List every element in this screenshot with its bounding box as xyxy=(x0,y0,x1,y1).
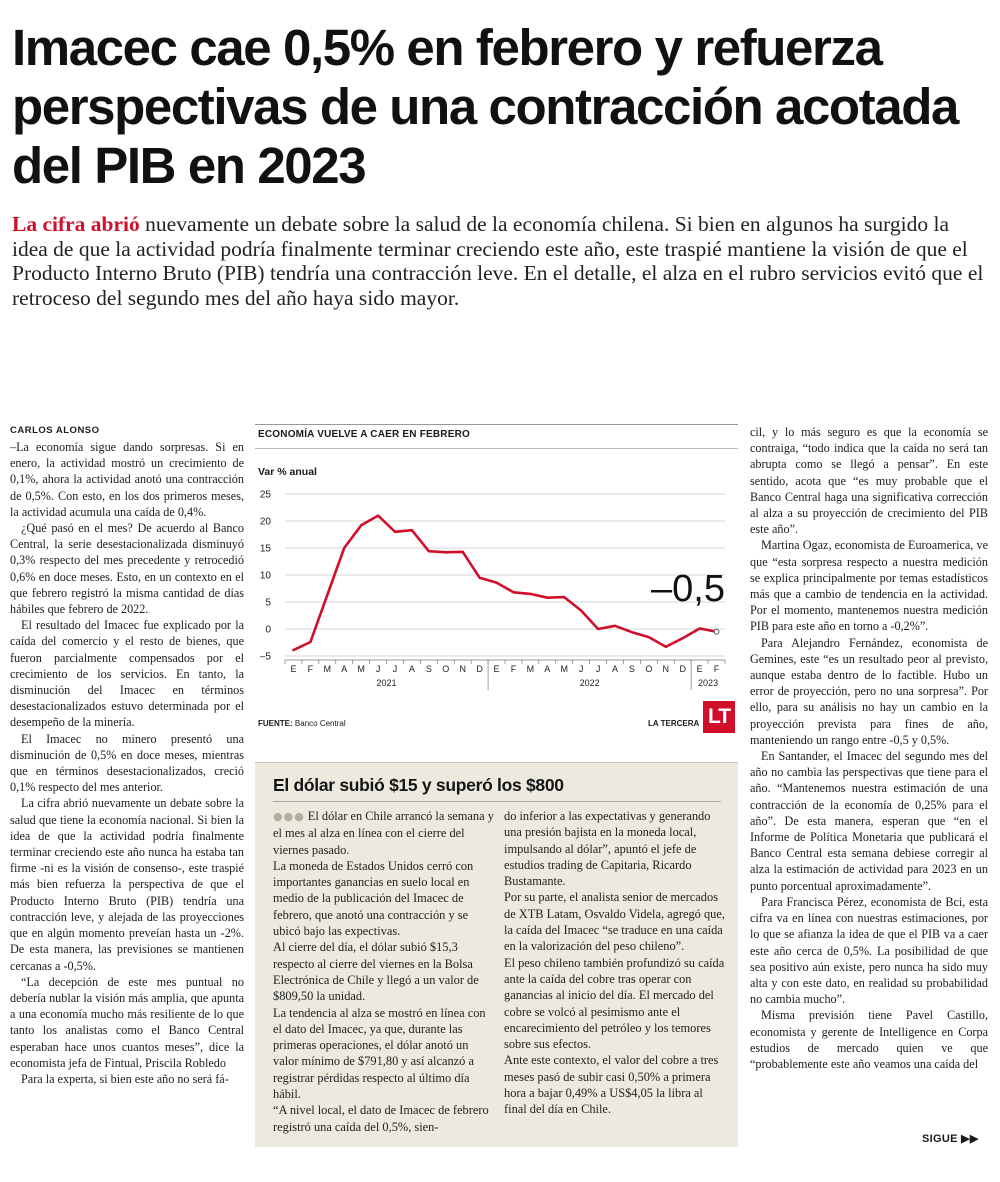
x-tick-label: M xyxy=(560,664,568,674)
x-tick-label: J xyxy=(375,664,381,674)
paragraph: “A nivel local, el dato de Imacec de febrero registró una caída del 0,5%, sien- xyxy=(273,1103,489,1134)
paragraph: El dólar en Chile arrancó la semana y el mes al alza en línea con el cierre del viernes pasado. xyxy=(273,809,494,857)
x-tick-label: N xyxy=(662,664,670,674)
paragraph: El peso chileno también profundizó su caída ante la caída del cobre tras operar con ganancias al inicio del día. El mercado del cobre se volcó al pesimismo ante el encarecimiento del petróleo y los temores sobre sus efectos. xyxy=(504,955,725,1052)
paragraph: El Imacec no minero presentó una disminución de 0,5% en doce meses, mientras que en términos desestacionalizados, creció 0,1% respecto del mes anterior. xyxy=(10,731,244,795)
data-point xyxy=(343,547,345,549)
data-point xyxy=(614,625,616,627)
lead-text: nuevamente un debate sobre la salud de la economía chilena. Si bien en algunos ha surgido la idea de que la actividad podría finalmente terminar creciendo este año, este traspié mantiene la visión de que el Producto Interno Bruto (PIB) tendría una contracción leve. En el detalle, el alza en el rubro servicios evitó que el retroceso del segundo mes del año haya sido mayor. xyxy=(12,212,984,310)
x-tick-label: E xyxy=(696,664,703,674)
x-tick-label: A xyxy=(341,664,348,674)
x-tick-label: A xyxy=(544,664,551,674)
data-point xyxy=(326,594,328,596)
paragraph: En Santander, el Imacec del segundo mes del año no cambia las perspectivas que tiene para el año. “Mantenemos nuestra estimación de una contracción de la economía de 0,25% para el año”. De esta manera, esperan que “en el Informe de Política Monetaria que publicará el Banco Central esta semana debiese corregir al alza la estimación de actividad para 2023 en un punto porcentual aproximadamente”. xyxy=(750,749,988,893)
chart-y-label: Var % anual xyxy=(258,466,317,478)
chart-brand: LA TERCERA xyxy=(648,719,700,728)
box-title-rule xyxy=(273,801,721,802)
data-point xyxy=(360,524,362,526)
chart-plot xyxy=(255,420,738,742)
year-label: 2022 xyxy=(579,678,600,688)
paragraph: Misma previsión tiene Pavel Castillo, economista y gerente de Intelligence en Corpa estudios de mercado quien ve que “probablemente este año veamos una caída del xyxy=(750,1008,988,1071)
x-tick-label: S xyxy=(628,664,635,674)
data-point xyxy=(513,591,515,593)
data-point xyxy=(546,597,548,599)
data-point xyxy=(665,646,667,648)
byline: CARLOS ALONSO xyxy=(10,425,100,436)
lt-logo: LT xyxy=(703,701,735,733)
annotation-label: –0,5 xyxy=(651,567,725,610)
paragraph: “La decepción de este mes puntual no debería nublar la visión más amplia, que apunta a una economía mucho más resiliente de lo que tanto los analistas como el Banco Central esperaban hace unos cuantos meses”, dice la economista jefa de Fintual, Priscila Robledo xyxy=(10,974,244,1070)
data-point xyxy=(699,628,701,630)
chart-source xyxy=(258,719,346,728)
data-point xyxy=(394,531,396,533)
x-tick-label: M xyxy=(323,664,332,674)
data-point xyxy=(496,582,498,584)
y-tick-label: 10 xyxy=(259,570,271,582)
paragraph: –La economía sigue dando sorpresas. Si en enero, la actividad mostró un crecimiento de 0,1%, ahora la actividad anotó una contracción de 0,5%. Con esto, en los dos primeros meses, la actividad acumula una caída de 0,4%. xyxy=(10,440,244,519)
paragraph: Martina Ogaz, economista de Euroamerica, ve que “esta sorpresa respecto a nuestra medición se explica principalmente por temas estadísticos más que a cambio de tendencia en la actividad. Por el momento, mantenemos nuestra medición PIB para este año en torno a -0,2%”. xyxy=(750,538,988,634)
paragraph: Para la experta, si bien este año no será fá- xyxy=(21,1071,229,1086)
year-label: 2023 xyxy=(698,678,719,688)
data-point xyxy=(648,636,650,638)
y-tick-label: –5 xyxy=(259,651,271,663)
x-tick-label: A xyxy=(408,664,415,674)
data-point xyxy=(563,596,565,598)
data-point xyxy=(631,631,633,633)
data-point xyxy=(445,551,447,553)
x-tick-label: S xyxy=(425,664,432,674)
x-tick-label: F xyxy=(307,664,314,674)
data-point xyxy=(411,529,413,531)
last-point-marker xyxy=(714,629,719,634)
year-label: 2021 xyxy=(376,678,397,688)
y-tick-label: 5 xyxy=(265,597,271,609)
y-tick-label: 15 xyxy=(259,543,271,555)
x-tick-label: J xyxy=(578,664,584,674)
box-column-left xyxy=(273,808,495,1135)
lead-highlight: La cifra abrió xyxy=(12,212,140,236)
paragraph: La cifra abrió nuevamente un debate sobre la salud que tiene la economía nacional. Si bien la idea de que la actividad podría finalmente terminar creciendo este año nunca ha estaba tan firme -ni es la visión de consenso-, este traspié más bien refuerza la perspectiva de que el Producto Interno Bruto (PIB) tendría una contracción leve, y alejada de las proyecciones que en algún momento preveían hasta un -2%. De esta manera, las previsiones se mantienen cercanas a -0,5%. xyxy=(10,796,244,973)
paragraph: Para Francisca Pérez, economista de Bci, esta cifra va en línea con nuestras estimaciones, por lo que se afianza la idea de que el PIB va a caer este año cerca de 0,5%. La posibilidad de que sea positivo aún existe, pero nunca ha sido muy alta y con este dato, en realidad su probabilidad no cambia mucho”. xyxy=(750,894,988,1007)
x-tick-label: M xyxy=(357,664,365,674)
paragraph: Ante este contexto, el valor del cobre a tres meses pasó de subir casi 0,50% a primera hora a bajar 0,49% a US$4,05 la libra al final del día en Chile. xyxy=(504,1053,719,1117)
data-point xyxy=(529,593,531,595)
y-tick-label: 20 xyxy=(259,516,271,528)
x-tick-label: F xyxy=(510,664,517,674)
x-tick-label: O xyxy=(645,664,653,674)
chart xyxy=(255,420,738,742)
article-column-left xyxy=(10,424,244,1087)
x-tick-label: N xyxy=(459,664,466,674)
article-column-right xyxy=(750,424,988,1072)
data-point xyxy=(428,550,430,552)
data-point xyxy=(580,610,582,612)
paragraph: cil, y lo más seguro es que la economía se contraiga, “todo indica que la caída no será tan abrupta como se llegó a pensar”. En este sentido, acota que “es muy probable que el Banco Central haga una significativa corrección al alza a su proyección de crecimiento del PIB este año”. xyxy=(750,425,988,537)
x-tick-label: J xyxy=(595,664,601,674)
chart-source-label: FUENTE: xyxy=(258,719,293,728)
x-tick-label: F xyxy=(713,664,720,674)
paragraph: Por su parte, el analista senior de mercados de XTB Latam, Osvaldo Videla, agregó que, la caída del Imacec “se traduce en una caída en la valorización del peso chileno”. xyxy=(504,890,725,954)
continue-label: SIGUE ▶▶ xyxy=(922,1133,979,1145)
data-point xyxy=(462,551,464,553)
x-tick-label: D xyxy=(679,664,686,674)
data-point xyxy=(479,577,481,579)
box-title: El dólar subió $15 y superó los $800 xyxy=(273,775,564,795)
data-point xyxy=(293,649,295,651)
paragraph: Al cierre del día, el dólar subió $15,3 respecto al cierre del viernes en la Bolsa Electrónica de Chile y llegó a un valor de $809,50 la unidad. xyxy=(273,940,479,1004)
paragraph: El resultado del Imacec fue explicado por la caída del comercio y el resto de bienes, que fueron parcialmente compensados por el crecimiento de los servicios. En tanto, la disminución del Imacec en términos desestacionalizados estuvo determinada por el desempeño de la minería. xyxy=(10,618,244,730)
headline: Imacec cae 0,5% en febrero y refuerza perspectivas de una contracción acotada del PIB en 2023 xyxy=(12,19,958,194)
data-point xyxy=(377,515,379,517)
lead-paragraph xyxy=(12,212,990,310)
chart-title: ECONOMÍA VUELVE A CAER EN FEBRERO xyxy=(258,429,470,440)
x-tick-label: A xyxy=(611,664,619,674)
x-tick-label: O xyxy=(442,664,450,674)
data-point xyxy=(682,637,684,639)
paragraph: Para Alejandro Fernández, economista de Gemines, este “es un resultado peor al previsto, aunque estaba dentro de lo factible. Hubo un error de proyección, pero no una sorpresa”. Por ello, para su análisis no hay un cambio en la proyección prevista para fines de año, manteniendo un rango entre -0,5 y 0,5%. xyxy=(750,635,988,747)
x-tick-label: D xyxy=(476,664,483,674)
bullet-dots-icon: ●●● xyxy=(273,810,305,823)
paragraph: La tendencia al alza se mostró en línea con el dato del Imacec, ya que, durante las primeras operaciones, el dólar anotó un valor mínimo de $791,80 y así alcanzó a registrar pérdidas respecto al último día hábil. xyxy=(273,1005,486,1102)
paragraph: ¿Qué pasó en el mes? De acuerdo al Banco Central, la serie desestacionalizada disminuyó 0,3% respecto del mes precedente y retrocedió 0,6% en doce meses. Esto, en un contexto en el que febrero registró la misma cantidad de días hábiles que febrero de 2022. xyxy=(10,521,244,617)
x-tick-label: E xyxy=(290,664,297,674)
chart-source-value: Banco Central xyxy=(294,719,346,728)
data-point xyxy=(597,628,599,630)
x-tick-label: E xyxy=(493,664,500,674)
sidebar-box xyxy=(255,762,738,1147)
x-tick-label: J xyxy=(392,664,398,674)
paragraph: La moneda de Estados Unidos cerró con importantes ganancias en suelo local en medio de la publicación del Imacec de febrero, que anotó una contracción y se ubicó bajo las expectivas. xyxy=(273,858,474,939)
paragraph: do inferior a las expectativas y generando una presión bajista en la moneda local, impulsando al dólar”, apuntó el jefe de estudios trading de Capitaria, Ricardo Bustamante. xyxy=(504,809,711,889)
y-tick-label: 25 xyxy=(259,489,271,501)
x-tick-label: M xyxy=(526,664,535,674)
box-column-right xyxy=(504,808,726,1118)
y-tick-label: 0 xyxy=(265,624,271,636)
data-point xyxy=(309,641,311,643)
